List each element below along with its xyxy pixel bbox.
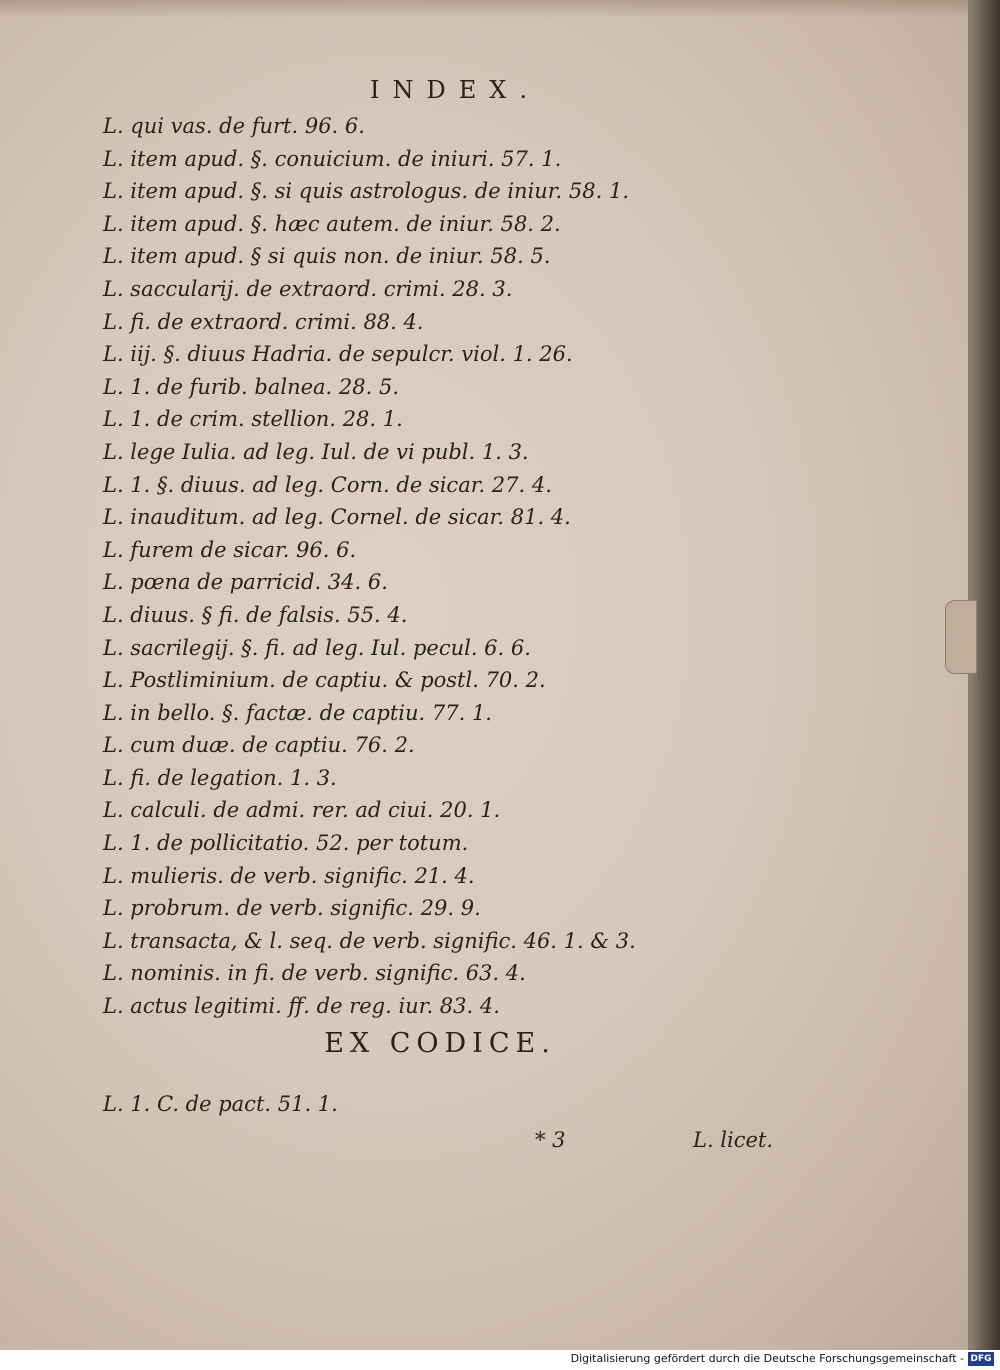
page-header: INDEX. — [370, 76, 540, 104]
index-entry: L. mulieris. de verb. signific. 21. 4. — [103, 863, 475, 888]
index-entry: L. sacrilegij. §. fi. ad leg. Iul. pecul. 6. 6. — [103, 635, 531, 660]
index-entry: L. item apud. §. hæc autem. de iniur. 58. 2. — [103, 211, 561, 236]
index-entry: L. Postliminium. de captiu. & postl. 70. 2. — [103, 668, 546, 693]
dfg-logo: DFG — [968, 1352, 994, 1366]
index-entry: L. cum duæ. de captiu. 76. 2. — [103, 733, 415, 758]
index-entry: L. in bello. §. factæ. de captiu. 77. 1. — [103, 700, 492, 725]
index-entry: L. calculi. de admi. rer. ad ciui. 20. 1. — [103, 798, 501, 823]
index-entry: L. fi. de legation. 1. 3. — [103, 765, 337, 790]
page-tab-marker — [945, 600, 977, 674]
index-entry: L. item apud. § si quis non. de iniur. 58. 5. — [103, 244, 551, 269]
index-entry: L. saccularij. de extraord. crimi. 28. 3. — [103, 276, 513, 301]
index-entry: L. nominis. in fi. de verb. signific. 63. 4. — [103, 961, 526, 986]
index-entry: L. qui vas. de furt. 96. 6. — [103, 114, 365, 138]
index-entry-list — [103, 110, 903, 1023]
index-entry: L. probrum. de verb. signific. 29. 9. — [103, 896, 481, 921]
index-entry: L. furem de sicar. 96. 6. — [103, 537, 357, 562]
index-entry: L. diuus. § fi. de falsis. 55. 4. — [103, 602, 408, 627]
index-entry: L. item apud. §. si quis astrologus. de iniur. 58. 1. — [103, 179, 629, 204]
index-entry: L. lege Iulia. ad leg. Iul. de vi publ. 1. 3. — [103, 439, 529, 464]
catchword: L. licet. — [693, 1128, 774, 1152]
index-entry: L. pœna de parricid. 34. 6. — [103, 570, 388, 595]
index-entry: L. 1. de pollicitatio. 52. per totum. — [103, 831, 469, 856]
index-entry: L. actus legitimi. ff. de reg. iur. 83. 4. — [103, 994, 500, 1019]
index-entry: L. iij. §. diuus Hadria. de sepulcr. viol. 1. 26. — [103, 342, 573, 367]
section-title: EX CODICE. — [324, 1028, 556, 1059]
index-entry: L. 1. §. diuus. ad leg. Corn. de sicar. 27. 4. — [103, 472, 552, 497]
index-entry: L. 1. de furib. balnea. 28. 5. — [103, 374, 400, 399]
signature-mark: * 3 — [535, 1128, 566, 1152]
index-entry: L. item apud. §. conuicium. de iniuri. 57. 1. — [103, 146, 562, 171]
index-entry: L. inauditum. ad leg. Cornel. de sicar. 81. 4. — [103, 505, 571, 530]
index-entry: L. transacta, & l. seq. de verb. signific. 46. 1. & 3. — [103, 928, 636, 953]
funding-credit: Digitalisierung gefördert durch die Deutsche Forschungsgemeinschaft - — [570, 1352, 964, 1365]
index-entry: L. 1. de crim. stellion. 28. 1. — [103, 407, 403, 432]
paper-shadow — [0, 0, 968, 18]
index-entry: L. fi. de extraord. crimi. 88. 4. — [103, 309, 424, 334]
codex-entry: L. 1. C. de pact. 51. 1. — [103, 1092, 338, 1116]
